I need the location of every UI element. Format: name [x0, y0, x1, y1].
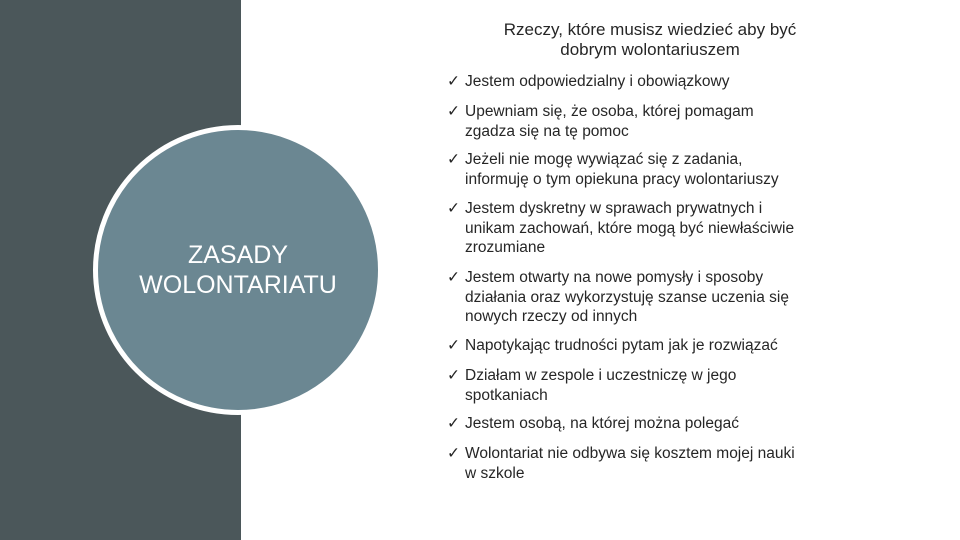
list-item-line: Napotykając trudności pytam jak je rozwiązać [465, 337, 778, 354]
list-item-text [465, 199, 867, 258]
list-item-line: unikam zachowań, które mogą być niewłaściwie [465, 219, 795, 237]
list-item [447, 366, 867, 405]
list-item-line: spotkaniach [465, 386, 548, 404]
list-item-text [465, 72, 867, 92]
list-item-line: Działam w zespole i uczestniczę w jego [465, 367, 737, 384]
list-item-text [465, 268, 867, 327]
slide-title [108, 240, 368, 300]
list-item [447, 102, 867, 141]
checkmark-icon: ✓ [447, 200, 460, 217]
list-item-line: zgadza się na tę pomoc [465, 122, 629, 140]
list-item-line: Jeżeli nie mogę wywiązać się z zadania, [465, 151, 743, 168]
list-item-line: Jestem otwarty na nowe pomysły i sposoby [465, 269, 764, 286]
list-item-text [465, 444, 867, 483]
list-item [447, 268, 867, 327]
title-circle [93, 125, 383, 415]
list-item-text [465, 366, 867, 405]
checkmark-icon: ✓ [447, 415, 460, 432]
slide-title-line: ZASADY [187, 241, 289, 269]
list-item [447, 72, 867, 92]
list-item-text [465, 150, 867, 189]
checkmark-icon: ✓ [447, 151, 460, 168]
list-item-line: działania oraz wykorzystuję szanse uczenia się [465, 288, 789, 306]
checkmark-icon: ✓ [447, 103, 460, 120]
checkmark-icon: ✓ [447, 337, 460, 354]
list-heading [430, 20, 870, 60]
list-item-line: Jestem dyskretny w sprawach prywatnych i [465, 200, 763, 217]
checkmark-icon: ✓ [447, 445, 460, 462]
list-item [447, 414, 867, 434]
list-item-line: Wolontariat nie odbywa się kosztem mojej nauki [465, 445, 795, 462]
list-item-line: Jestem osobą, na której można polegać [465, 415, 739, 432]
slide-title-line: WOLONTARIATU [139, 271, 337, 299]
list-item [447, 150, 867, 189]
list-item-line: informuję o tym opiekuna pracy wolontariuszy [465, 170, 779, 188]
list-item-line: w szkole [465, 464, 525, 482]
list-item-text [465, 414, 867, 434]
checkmark-icon: ✓ [447, 269, 460, 286]
checkmark-icon: ✓ [447, 73, 460, 90]
list-heading-line: Rzeczy, które musisz wiedzieć aby być [503, 20, 797, 39]
list-item-line: nowych rzeczy od innych [465, 308, 638, 325]
list-item [447, 336, 867, 356]
list-item-line: Upewniam się, że osoba, której pomagam [465, 103, 754, 120]
list-item [447, 444, 867, 483]
list-item-line: Jestem odpowiedzialny i obowiązkowy [465, 73, 730, 90]
list-item-text [465, 102, 867, 141]
list-item-line: zrozumiane [465, 239, 546, 256]
checkmark-icon: ✓ [447, 367, 460, 384]
list-item-text [465, 336, 867, 356]
list-item [447, 199, 867, 258]
list-heading-line: dobrym wolontariuszem [560, 40, 740, 59]
